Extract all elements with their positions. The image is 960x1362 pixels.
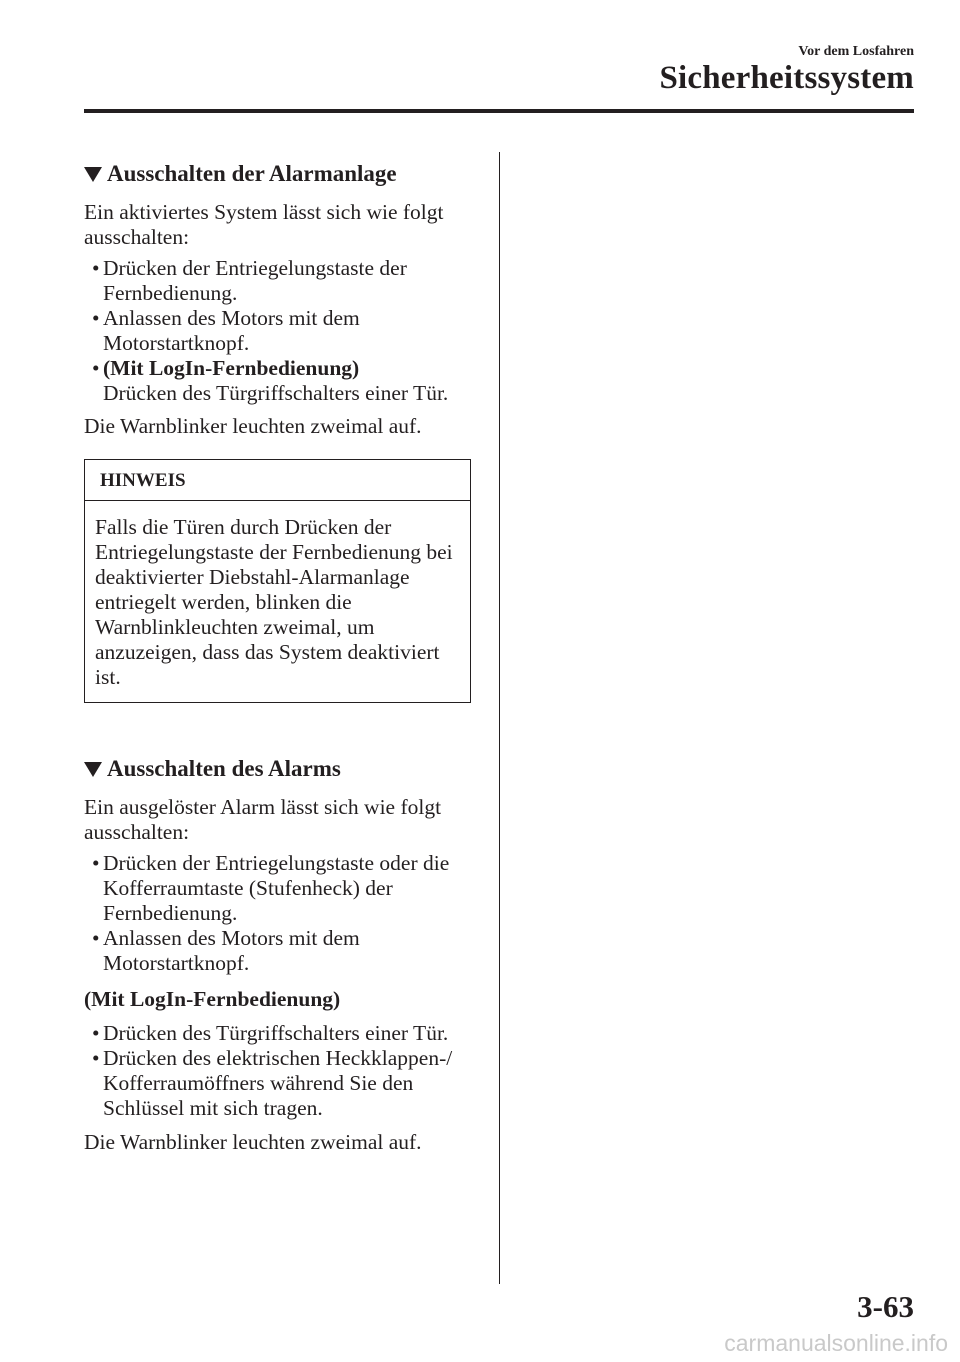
list-item-text: Drücken des elektrischen Heckklappen-/ Kofferraumöffners während Sie den Schlüssel mit sich tragen.	[103, 1046, 453, 1120]
bullet-list	[84, 256, 476, 406]
list-item: • Drücken der Entriegelungstaste oder die Kofferraumtaste (Stufenheck) der Fernbedienung.	[92, 851, 450, 925]
outro-paragraph: Die Warnblinker leuchten zweimal auf.	[84, 1130, 422, 1154]
list-item-text: Drücken des Türgriffschalters einer Tür.	[103, 381, 449, 405]
section-heading-text: Ausschalten des Alarms	[107, 756, 341, 781]
list-item: • Drücken des elektrischen Heckklappen-/ Kofferraumöffners während Sie den Schlüssel mit sich tragen.	[92, 1046, 453, 1120]
section-heading	[84, 755, 476, 783]
list-item-text: Anlassen des Motors mit dem Motorstartknopf.	[103, 926, 360, 975]
triangle-marker-icon	[84, 167, 102, 182]
triangle-marker-icon	[84, 762, 102, 777]
header-rule	[84, 109, 914, 113]
list-item: • Anlassen des Motors mit dem Motorstartknopf.	[92, 926, 360, 975]
watermark: carmanualsonline.info	[724, 1330, 948, 1356]
outro-paragraph: Die Warnblinker leuchten zweimal auf.	[84, 414, 422, 438]
list-item-text: Anlassen des Motors mit dem Motorstartknopf.	[103, 306, 360, 355]
list-item-text: Drücken der Entriegelungstaste der Fernbedienung.	[103, 256, 407, 305]
page-number: 3-63	[857, 1289, 914, 1324]
list-item: • Drücken der Entriegelungstaste der Fernbedienung.	[92, 256, 407, 305]
note-text: Falls die Türen durch Drücken der Entriegelungstaste der Fernbedienung bei deaktivierter Diebstahl-Alarmanlage entriegelt werden, blinken die Warnblinkleuchten zweimal, um anzuzeigen, dass das System deaktiviert ist.	[95, 515, 453, 689]
list-item: • (Mit LogIn-Fernbedienung) Drücken des Türgriffschalters einer Tür.	[92, 356, 449, 405]
sub-heading: (Mit LogIn-Fernbedienung)	[84, 987, 341, 1011]
list-item-text: Drücken der Entriegelungstaste oder die Kofferraumtaste (Stufenheck) der Fernbedienung.	[103, 851, 450, 925]
section-heading-text: Ausschalten der Alarmanlage	[107, 161, 397, 186]
section-disarm-alarm	[84, 755, 476, 1155]
note-box	[84, 459, 471, 703]
list-item-text: Drücken des Türgriffschalters einer Tür.	[103, 1021, 449, 1045]
column-divider	[499, 152, 500, 1284]
page-title: Sicherheitssystem	[659, 60, 914, 96]
intro-paragraph: Ein aktiviertes System lässt sich wie folgt ausschalten:	[84, 200, 444, 249]
note-title: HINWEIS	[85, 460, 470, 501]
list-item: • Anlassen des Motors mit dem Motorstartknopf.	[92, 306, 360, 355]
header-section-label: Vor dem Losfahren	[798, 44, 914, 59]
bullet-list	[84, 851, 476, 976]
list-item-bold-text: (Mit LogIn-Fernbedienung)	[103, 356, 360, 380]
bullet-list	[84, 1021, 476, 1121]
section-disarm-system	[84, 160, 476, 703]
section-heading	[84, 160, 476, 188]
intro-paragraph: Ein ausgelöster Alarm lässt sich wie folgt ausschalten:	[84, 795, 442, 844]
list-item: • Drücken des Türgriffschalters einer Tür.	[92, 1021, 449, 1045]
